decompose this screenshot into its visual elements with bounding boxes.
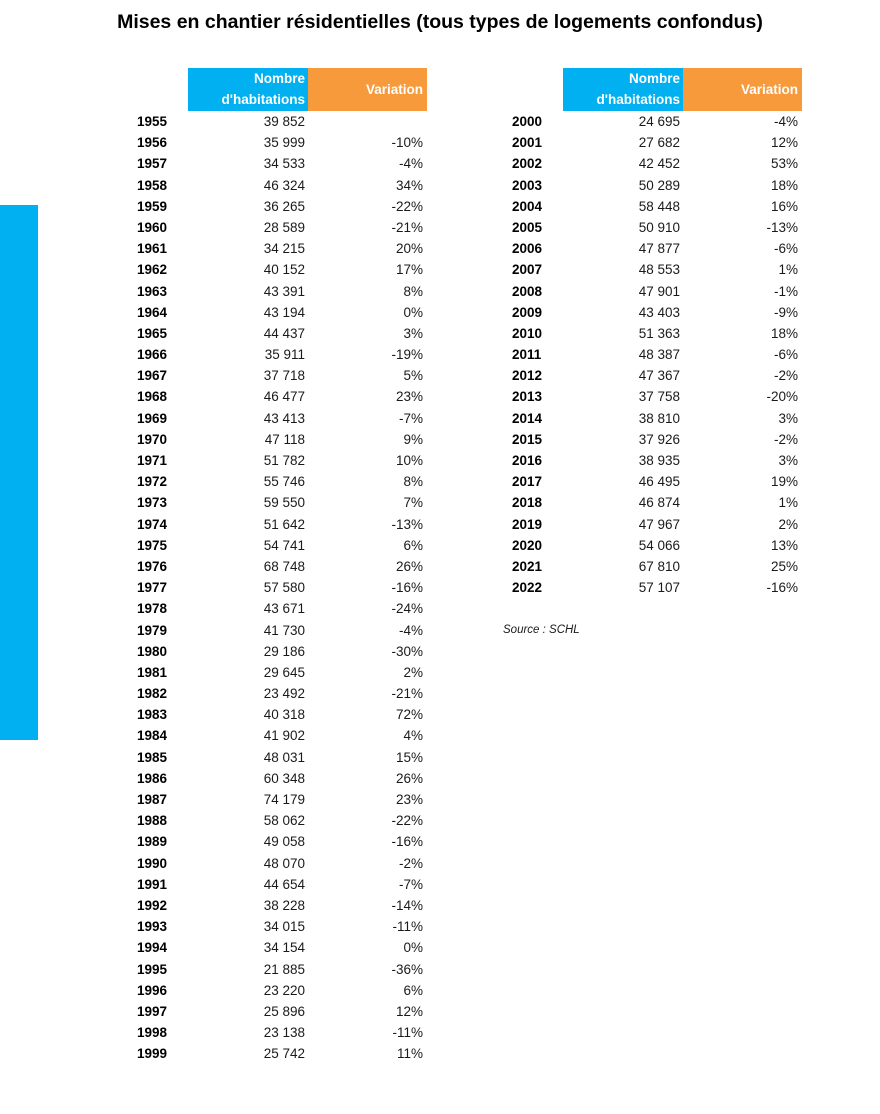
count-cell: 37 926 — [638, 431, 680, 447]
variation-cell: -2% — [398, 855, 423, 871]
variation-cell: 17% — [395, 262, 423, 278]
count-cell: 43 391 — [263, 283, 305, 299]
count-cell: 47 118 — [264, 431, 305, 447]
year-cell: 2007 — [512, 262, 543, 278]
table-body-left — [137, 111, 427, 1064]
variation-cell: 20% — [395, 241, 423, 257]
table-row — [137, 323, 427, 344]
count-cell: 47 901 — [638, 283, 680, 299]
table-row — [137, 111, 427, 132]
year-cell: 1974 — [137, 516, 168, 532]
count-cell: 46 495 — [638, 474, 680, 490]
count-cell: 37 718 — [263, 368, 305, 384]
year-cell: 1991 — [137, 876, 168, 892]
table-row — [137, 959, 427, 980]
table-row — [137, 1001, 427, 1022]
table-row — [512, 577, 802, 598]
year-cell: 2001 — [512, 135, 543, 151]
variation-cell: 11% — [396, 1046, 423, 1062]
year-cell: 2017 — [512, 474, 543, 490]
year-cell: 1961 — [137, 241, 168, 257]
year-cell: 2012 — [512, 368, 543, 384]
variation-cell: 23% — [395, 792, 423, 807]
count-cell: 60 348 — [263, 770, 305, 786]
count-cell: 59 550 — [263, 495, 305, 511]
table-row — [512, 302, 802, 323]
header-variation-cell: Variation — [308, 68, 427, 111]
table-right — [512, 68, 802, 598]
variation-cell: -11% — [392, 1025, 423, 1041]
year-cell: 1976 — [137, 558, 168, 574]
table-row — [512, 556, 802, 577]
table-row — [137, 514, 427, 535]
table-row — [137, 132, 427, 153]
table-row — [137, 577, 427, 598]
year-cell: 2006 — [512, 241, 543, 257]
variation-cell: -11% — [392, 919, 423, 935]
table-row — [512, 408, 802, 429]
count-cell: 40 318 — [263, 707, 305, 723]
variation-cell: 25% — [770, 558, 798, 574]
year-cell: 1958 — [137, 177, 168, 193]
year-cell: 1970 — [137, 431, 168, 447]
table-row — [137, 704, 427, 725]
year-cell: 1972 — [137, 474, 168, 490]
year-cell: 2016 — [512, 453, 543, 468]
table-row — [137, 175, 427, 196]
table-row — [512, 217, 802, 238]
page-title: Mises en chantier résidentielles (tous types de logements confondus) — [117, 11, 763, 33]
year-cell: 2015 — [512, 431, 543, 447]
year-cell: 1989 — [137, 834, 168, 850]
source-note: Source : SCHL — [503, 624, 580, 636]
count-cell: 23 220 — [263, 982, 305, 998]
count-cell: 43 194 — [263, 304, 305, 320]
year-cell: 1969 — [137, 410, 168, 426]
table-row — [137, 492, 427, 513]
variation-cell: -13% — [391, 516, 423, 532]
table-row — [512, 386, 802, 407]
count-cell: 38 228 — [263, 897, 305, 913]
year-cell: 1996 — [137, 982, 168, 998]
variation-cell: 72% — [395, 707, 423, 723]
variation-cell: 23% — [395, 389, 423, 405]
variation-cell: 0% — [403, 304, 423, 320]
count-cell: 46 477 — [263, 389, 305, 405]
table-row — [512, 132, 802, 153]
count-cell: 48 387 — [638, 347, 680, 363]
year-cell: 2022 — [512, 580, 543, 596]
table-row — [137, 1022, 427, 1043]
variation-cell: -7% — [398, 876, 423, 892]
variation-cell: -20% — [766, 389, 798, 405]
year-cell: 1956 — [137, 135, 168, 151]
table-body-right — [512, 111, 802, 598]
table-header — [137, 68, 427, 111]
year-cell: 2003 — [512, 177, 543, 193]
year-cell: 1967 — [137, 368, 168, 384]
table-row — [137, 535, 427, 556]
count-cell: 47 967 — [638, 516, 680, 532]
table-row — [137, 747, 427, 768]
count-cell: 28 589 — [263, 219, 305, 235]
table-row — [137, 344, 427, 365]
count-cell: 36 265 — [263, 198, 305, 214]
variation-cell: 12% — [770, 135, 798, 151]
table-row — [137, 386, 427, 407]
table-row — [512, 514, 802, 535]
count-cell: 57 107 — [638, 580, 680, 596]
table-row — [137, 810, 427, 831]
year-cell: 1977 — [137, 580, 168, 596]
count-cell: 51 782 — [263, 453, 305, 468]
count-cell: 23 138 — [263, 1025, 305, 1041]
variation-cell: 18% — [770, 177, 798, 193]
year-cell: 1955 — [137, 114, 168, 129]
table-row — [137, 556, 427, 577]
variation-cell: 12% — [395, 1003, 423, 1019]
table-row — [137, 725, 427, 746]
year-cell: 1964 — [137, 304, 168, 320]
count-cell: 74 179 — [263, 792, 305, 807]
variation-cell: -4% — [398, 622, 423, 638]
count-cell: 49 058 — [263, 834, 305, 850]
year-cell: 1984 — [137, 728, 168, 744]
variation-cell: -21% — [391, 686, 423, 702]
variation-cell: 34% — [395, 177, 423, 193]
header-count-cell — [188, 68, 308, 111]
count-cell: 27 682 — [638, 135, 680, 151]
variation-cell: 13% — [770, 537, 798, 553]
count-cell: 25 742 — [263, 1046, 305, 1062]
variation-cell: 15% — [395, 749, 423, 765]
count-cell: 51 642 — [263, 516, 305, 532]
table-row — [137, 641, 427, 662]
variation-cell: 3% — [403, 325, 423, 341]
variation-cell: 1% — [778, 495, 798, 511]
count-cell: 43 413 — [263, 410, 305, 426]
variation-cell: 7% — [403, 495, 423, 511]
count-cell: 55 746 — [263, 474, 305, 490]
header-spacer — [512, 68, 563, 111]
count-cell: 50 289 — [638, 177, 680, 193]
header-spacer — [137, 68, 188, 111]
header-count-line1: Nombre — [628, 71, 680, 86]
year-cell: 1985 — [137, 749, 168, 765]
variation-cell: 8% — [403, 474, 423, 490]
table-row — [137, 598, 427, 619]
table-row — [512, 344, 802, 365]
year-cell: 1982 — [137, 686, 168, 702]
count-cell: 51 363 — [638, 325, 680, 341]
variation-cell: 16% — [770, 198, 798, 214]
table-row — [137, 217, 427, 238]
variation-cell: -24% — [391, 601, 423, 617]
count-cell: 46 324 — [263, 177, 305, 193]
table-row — [137, 831, 427, 852]
year-cell: 2014 — [512, 410, 543, 426]
count-cell: 38 810 — [638, 410, 680, 426]
year-cell: 1986 — [137, 770, 168, 786]
count-cell: 67 810 — [638, 558, 680, 574]
count-cell: 35 911 — [264, 347, 305, 363]
table-row — [137, 238, 427, 259]
year-cell: 1968 — [137, 389, 168, 405]
count-cell: 39 852 — [263, 114, 305, 129]
table-row — [137, 281, 427, 302]
table-row — [137, 895, 427, 916]
variation-cell: -4% — [398, 156, 423, 172]
variation-cell: -6% — [773, 241, 798, 257]
count-cell: 43 671 — [263, 601, 305, 617]
variation-cell: -6% — [773, 347, 798, 363]
count-cell: 57 580 — [263, 580, 305, 596]
year-cell: 2009 — [512, 304, 543, 320]
table-row — [137, 153, 427, 174]
count-cell: 25 896 — [263, 1003, 305, 1019]
year-cell: 1990 — [137, 855, 168, 871]
year-cell: 1983 — [137, 707, 168, 723]
variation-cell: 6% — [403, 982, 423, 998]
count-cell: 37 758 — [638, 389, 680, 405]
year-cell: 1959 — [137, 198, 168, 214]
variation-cell: -36% — [391, 961, 423, 977]
year-cell: 1966 — [137, 347, 168, 363]
count-cell: 23 492 — [263, 686, 305, 702]
variation-cell: -2% — [773, 368, 798, 384]
count-cell: 41 902 — [263, 728, 305, 744]
count-cell: 58 448 — [638, 198, 680, 214]
count-cell: 21 885 — [263, 961, 305, 977]
count-cell: 34 154 — [263, 940, 305, 956]
table-row — [512, 175, 802, 196]
variation-cell: -9% — [773, 304, 798, 320]
year-cell: 1975 — [137, 537, 168, 553]
count-cell: 58 062 — [263, 813, 305, 829]
variation-cell: -19% — [391, 347, 423, 363]
year-cell: 1973 — [137, 495, 168, 511]
year-cell: 1997 — [137, 1003, 168, 1019]
table-row — [512, 492, 802, 513]
year-cell: 1980 — [137, 643, 168, 659]
variation-cell: 5% — [403, 368, 423, 384]
count-cell: 47 367 — [638, 368, 680, 384]
year-cell: 1988 — [137, 813, 168, 829]
table-row — [512, 196, 802, 217]
table-row — [137, 471, 427, 492]
year-cell: 1999 — [137, 1046, 168, 1062]
table-row — [137, 259, 427, 280]
header-count-line1: Nombre — [253, 71, 305, 86]
year-cell: 2011 — [512, 347, 542, 363]
year-cell: 2010 — [512, 325, 543, 341]
year-cell: 1971 — [137, 453, 168, 468]
variation-cell: -13% — [766, 219, 798, 235]
year-cell: 1957 — [137, 156, 168, 172]
count-cell: 54 066 — [638, 537, 680, 553]
variation-cell: 3% — [778, 410, 798, 426]
variation-cell: 2% — [778, 516, 798, 532]
year-cell: 2004 — [512, 198, 543, 214]
table-row — [137, 429, 427, 450]
table-row — [512, 323, 802, 344]
year-cell: 2008 — [512, 283, 543, 299]
year-cell: 2000 — [512, 114, 543, 129]
table-row — [512, 450, 802, 471]
count-cell: 48 070 — [263, 855, 305, 871]
variation-cell: 2% — [403, 664, 423, 680]
year-cell: 2002 — [512, 156, 543, 172]
variation-cell: 4% — [403, 728, 423, 744]
count-cell: 42 452 — [638, 156, 680, 172]
table-row — [512, 281, 802, 302]
table-row — [137, 302, 427, 323]
count-cell: 40 152 — [263, 262, 305, 278]
variation-cell: -7% — [398, 410, 423, 426]
variation-cell: 26% — [395, 770, 423, 786]
table-row — [512, 471, 802, 492]
year-cell: 2019 — [512, 516, 543, 532]
year-cell: 2005 — [512, 219, 543, 235]
variation-cell: 8% — [403, 283, 423, 299]
year-cell: 1993 — [137, 919, 168, 935]
variation-cell: -16% — [391, 834, 423, 850]
variation-cell: -2% — [773, 431, 798, 447]
header-count-line2: d'habitations — [596, 92, 680, 107]
table-row — [137, 980, 427, 1001]
table-row — [137, 662, 427, 683]
side-accent-bar — [0, 205, 38, 740]
year-cell: 1965 — [137, 325, 168, 341]
table-row — [137, 916, 427, 937]
table-row — [137, 408, 427, 429]
header-variation-cell: Variation — [683, 68, 802, 111]
year-cell: 1981 — [137, 664, 168, 680]
variation-cell: 18% — [770, 325, 798, 341]
variation-cell: -4% — [773, 114, 798, 129]
variation-cell: 3% — [778, 453, 798, 468]
header-count-cell — [563, 68, 683, 111]
count-cell: 29 645 — [263, 664, 305, 680]
count-cell: 41 730 — [263, 622, 305, 638]
variation-cell: -10% — [391, 135, 423, 151]
table-left — [137, 68, 427, 1064]
table-row — [137, 196, 427, 217]
variation-cell: 9% — [403, 431, 423, 447]
table-row — [137, 365, 427, 386]
table-row — [512, 153, 802, 174]
count-cell: 50 910 — [638, 219, 680, 235]
year-cell: 2018 — [512, 495, 543, 511]
variation-cell: 19% — [770, 474, 798, 490]
year-cell: 1979 — [137, 622, 168, 638]
table-row — [512, 259, 802, 280]
count-cell: 35 999 — [263, 135, 305, 151]
year-cell: 1995 — [137, 961, 168, 977]
year-cell: 1960 — [137, 219, 168, 235]
table-row — [512, 111, 802, 132]
table-row — [137, 937, 427, 958]
variation-cell — [308, 111, 427, 132]
count-cell: 24 695 — [638, 114, 680, 129]
year-cell: 2021 — [512, 558, 543, 574]
count-cell: 34 533 — [263, 156, 305, 172]
count-cell: 46 874 — [638, 495, 680, 511]
count-cell: 43 403 — [638, 304, 680, 320]
table-row — [137, 450, 427, 471]
variation-cell: -21% — [391, 219, 423, 235]
variation-cell: -14% — [391, 897, 423, 913]
count-cell: 48 553 — [638, 262, 680, 278]
table-row — [512, 535, 802, 556]
year-cell: 1992 — [137, 897, 168, 913]
year-cell: 1998 — [137, 1025, 168, 1041]
table-row — [137, 768, 427, 789]
year-cell: 2020 — [512, 537, 543, 553]
count-cell: 44 654 — [263, 876, 305, 892]
year-cell: 1963 — [137, 283, 168, 299]
variation-cell: -22% — [391, 813, 423, 829]
year-cell: 2013 — [512, 389, 543, 405]
count-cell: 48 031 — [263, 749, 305, 765]
count-cell: 34 215 — [263, 241, 305, 257]
variation-cell: 0% — [403, 940, 423, 956]
count-cell: 38 935 — [638, 453, 680, 468]
variation-cell: 10% — [395, 453, 423, 468]
table-row — [137, 853, 427, 874]
variation-cell: -16% — [766, 580, 798, 596]
year-cell: 1978 — [137, 601, 168, 617]
table-row — [512, 429, 802, 450]
table-row — [137, 874, 427, 895]
variation-cell: 26% — [395, 558, 423, 574]
count-cell: 68 748 — [263, 558, 305, 574]
table-row — [137, 1043, 427, 1064]
variation-cell: 6% — [403, 537, 423, 553]
table-row — [137, 789, 427, 810]
variation-cell: -1% — [773, 283, 798, 299]
table-row — [512, 365, 802, 386]
header-count-line2: d'habitations — [221, 92, 305, 107]
count-cell: 34 015 — [263, 919, 305, 935]
variation-cell: -22% — [391, 198, 423, 214]
variation-cell: 1% — [778, 262, 798, 278]
year-cell: 1987 — [137, 792, 168, 807]
count-cell: 29 186 — [263, 643, 305, 659]
table-row — [137, 683, 427, 704]
table-row — [137, 620, 427, 641]
count-cell: 54 741 — [263, 537, 305, 553]
variation-cell: -30% — [391, 643, 423, 659]
count-cell: 47 877 — [638, 241, 680, 257]
table-row — [512, 238, 802, 259]
year-cell: 1994 — [137, 940, 168, 956]
year-cell: 1962 — [137, 262, 168, 278]
table-header — [512, 68, 802, 111]
variation-cell: -16% — [391, 580, 423, 596]
count-cell: 44 437 — [263, 325, 305, 341]
variation-cell: 53% — [770, 156, 798, 172]
